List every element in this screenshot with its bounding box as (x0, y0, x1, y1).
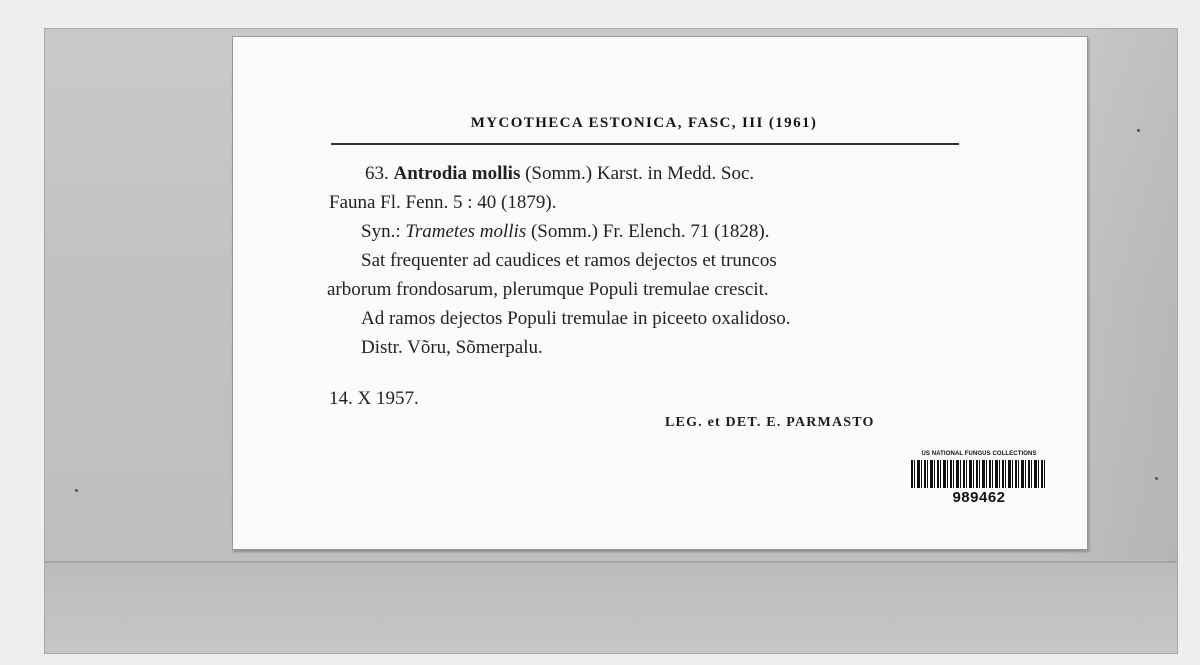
paper-speck (1137, 129, 1140, 132)
specimen-label (232, 36, 1088, 550)
entry-line-1 (365, 163, 754, 185)
substrate-line: Ad ramos dejectos Populi tremulae in piceeto oxalidoso. (361, 308, 791, 329)
taxon-authority: (Somm.) Karst. in Medd. Soc. (525, 163, 755, 184)
taxon-name: Antrodia mollis (393, 163, 521, 184)
locality-line: Distr. Võru, Sõmerpalu. (361, 337, 543, 358)
barcode-caption: US NATIONAL FUNGUS COLLECTIONS (921, 451, 1037, 457)
citation-line: Fauna Fl. Fenn. 5 : 40 (1879). (329, 192, 557, 213)
synonym-line (361, 221, 770, 243)
habitat-line-2: arborum frondosarum, plerumque Populi tremulae crescit. (327, 279, 769, 300)
collector-line: LEG. et DET. E. PARMASTO (665, 415, 875, 430)
synonym-prefix: Syn.: (361, 221, 401, 242)
entry-number: 63. (365, 163, 389, 184)
paper-speck (1155, 477, 1158, 480)
barcode-label (905, 451, 1053, 517)
paper-speck (75, 489, 78, 492)
barcode-icon (911, 460, 1047, 488)
habitat-line-1: Sat frequenter ad caudices et ramos dejectos et truncos (361, 250, 777, 271)
label-header: MYCOTHECA ESTONICA, FASC, III (1961) (470, 115, 818, 131)
barcode-number: 989462 (952, 489, 1006, 506)
synonym-taxon: Trametes mollis (405, 221, 527, 242)
header-rule (331, 143, 959, 145)
envelope-lower-flap (45, 563, 1177, 653)
synonym-authority: (Somm.) Fr. Elench. 71 (1828). (530, 221, 770, 242)
collection-date: 14. X 1957. (329, 388, 419, 409)
